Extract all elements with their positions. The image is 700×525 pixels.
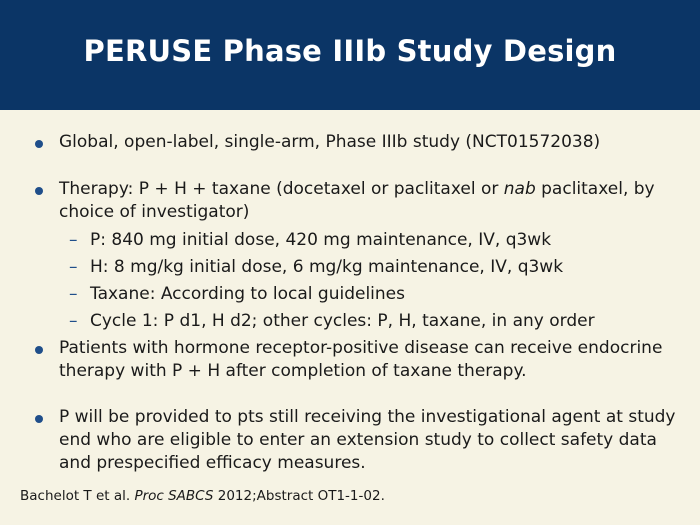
bullet-text-italic: nab: [503, 179, 536, 199]
slide-title: PERUSE Phase IIIb Study Design: [83, 34, 617, 68]
dash-icon: –: [69, 257, 78, 277]
bullet-dot-icon: [35, 346, 43, 354]
sub-item-text: H: 8 mg/kg initial dose, 6 mg/kg maintenance, IV, q3wk: [90, 257, 564, 277]
citation-authors: Bachelot T et al.: [20, 488, 135, 504]
bullet-text: [59, 178, 684, 224]
bullet-text-part: paclitaxel, by choice of investigator): [59, 179, 655, 222]
citation: [20, 488, 385, 504]
bullet-dot-icon: [35, 187, 43, 195]
bullet-dot-icon: [35, 415, 43, 423]
citation-journal: Proc SABCS: [134, 488, 214, 504]
citation-details: 2012;Abstract OT1-1-02.: [213, 488, 385, 504]
sub-item-text: Cycle 1: P d1, H d2; other cycles: P, H, taxane, in any order: [90, 311, 595, 331]
bullet-text: P will be provided to pts still receiving the investigational agent at study end who are eligible to enter an extension study to collect safety data and prespecified efficacy measures.: [59, 407, 676, 473]
dash-icon: –: [69, 311, 78, 331]
title-bar: [0, 0, 700, 110]
bullet-dot-icon: [35, 140, 43, 148]
bullet-text: Patients with hormone receptor-positive disease can receive endocrine therapy with P + H after completion of taxane therapy.: [59, 338, 663, 381]
sub-item-text: Taxane: According to local guidelines: [90, 284, 405, 304]
sub-item-text: P: 840 mg initial dose, 420 mg maintenance, IV, q3wk: [90, 230, 552, 250]
dash-icon: –: [69, 284, 78, 304]
bullet-text-part: Therapy: P + H + taxane (docetaxel or paclitaxel or: [59, 179, 504, 199]
bullet-text: Global, open-label, single-arm, Phase IIIb study (NCT01572038): [59, 132, 601, 152]
dash-icon: –: [69, 230, 78, 250]
